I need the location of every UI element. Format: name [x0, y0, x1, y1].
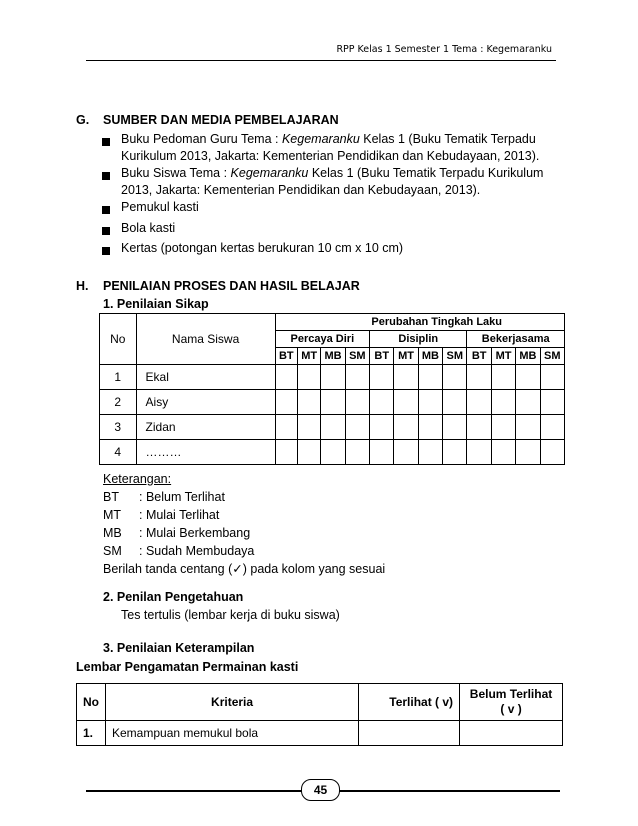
check-cell[interactable] — [443, 415, 467, 440]
group-disiplin: Disiplin — [370, 331, 467, 348]
check-cell[interactable] — [321, 365, 345, 390]
check-cell[interactable] — [345, 415, 369, 440]
col-name-header: Nama Siswa — [136, 314, 275, 365]
check-cell[interactable] — [370, 440, 394, 465]
legend-desc: : Mulai Berkembang — [139, 526, 251, 540]
group-bekerjasama: Bekerjasama — [467, 331, 565, 348]
code-header: MT — [297, 348, 320, 365]
attitude-table — [99, 313, 565, 465]
bullet-icon — [102, 138, 110, 146]
section-h-letter: H. — [76, 279, 89, 293]
table-row — [100, 415, 565, 440]
code-header: BT — [275, 348, 297, 365]
check-cell[interactable] — [491, 440, 515, 465]
pengetahuan-text: Tes tertulis (lembar kerja di buku siswa) — [121, 608, 340, 622]
sub-heading-keterampilan: 3. Penilaian Keterampilan — [103, 641, 255, 655]
row-no: 3 — [100, 415, 137, 440]
legend-code: BT — [103, 490, 119, 504]
check-cell[interactable] — [297, 365, 320, 390]
row-no: 2 — [100, 390, 137, 415]
footer-rule-left — [86, 790, 302, 792]
table-row — [100, 365, 565, 390]
check-cell[interactable] — [321, 440, 345, 465]
check-cell[interactable] — [540, 415, 564, 440]
keterangan-title: Keterangan: — [103, 472, 172, 486]
row-no: 1. — [77, 721, 106, 746]
check-cell[interactable] — [516, 390, 540, 415]
code-header: MT — [394, 348, 418, 365]
col-belum-header: Belum Terlihat ( v ) — [460, 684, 563, 721]
list-item: Buku Siswa Tema : Kegemaranku Kelas 1 (Buku Tematik Terpadu Kurikulum 2013, Jakarta: Kementerian Pendidikan dan Kebudayaan, 2013). — [121, 166, 544, 197]
row-no: 1 — [100, 365, 137, 390]
bullet-icon — [102, 172, 110, 180]
footer-rule-right — [337, 790, 560, 792]
student-name: Ekal — [136, 365, 275, 390]
instruction-text: Berilah tanda centang (✓) pada kolom yang sesuai — [103, 562, 386, 576]
code-header: MB — [418, 348, 442, 365]
check-cell[interactable] — [394, 440, 418, 465]
check-cell[interactable] — [443, 365, 467, 390]
check-cell[interactable] — [540, 440, 564, 465]
legend-item — [103, 488, 225, 506]
check-cell[interactable] — [418, 415, 442, 440]
group-percaya-diri: Percaya Diri — [275, 331, 369, 348]
student-name: Zidan — [136, 415, 275, 440]
skill-observation-table — [76, 683, 563, 746]
legend-code: SM — [103, 544, 122, 558]
lembar-title: Lembar Pengamatan Permainan kasti — [76, 660, 299, 674]
list-item: Pemukul kasti — [121, 200, 199, 214]
check-cell[interactable] — [394, 365, 418, 390]
legend-item — [103, 524, 250, 542]
criteria-text: Kemampuan memukul bola — [106, 721, 359, 746]
check-cell[interactable] — [345, 390, 369, 415]
sub-heading-pengetahuan: 2. Penilan Pengetahuan — [103, 590, 244, 604]
check-cell[interactable] — [467, 390, 491, 415]
check-cell[interactable] — [275, 440, 297, 465]
header-rule — [86, 60, 556, 61]
check-cell[interactable] — [467, 415, 491, 440]
bullet-icon — [102, 227, 110, 235]
running-header: RPP Kelas 1 Semester 1 Tema : Kegemaranku — [336, 44, 552, 55]
col-no-header: No — [100, 314, 137, 365]
section-g-title: SUMBER DAN MEDIA PEMBELAJARAN — [103, 113, 339, 127]
code-header: SM — [443, 348, 467, 365]
section-h-title: PENILAIAN PROSES DAN HASIL BELAJAR — [103, 279, 360, 293]
bullet-icon — [102, 247, 110, 255]
check-cell[interactable] — [540, 390, 564, 415]
check-cell[interactable] — [275, 390, 297, 415]
check-cell[interactable] — [443, 440, 467, 465]
check-cell[interactable] — [516, 415, 540, 440]
list-item: Bola kasti — [121, 221, 176, 235]
check-cell[interactable] — [370, 390, 394, 415]
code-header: MT — [491, 348, 515, 365]
check-cell[interactable] — [491, 365, 515, 390]
check-cell[interactable] — [345, 365, 369, 390]
check-cell[interactable] — [418, 440, 442, 465]
table-row — [100, 390, 565, 415]
legend-item — [103, 506, 219, 524]
check-cell[interactable] — [418, 365, 442, 390]
check-cell[interactable] — [491, 415, 515, 440]
check-cell[interactable] — [297, 390, 320, 415]
check-cell[interactable] — [394, 390, 418, 415]
page-number: 45 — [301, 779, 340, 801]
check-cell[interactable] — [370, 365, 394, 390]
check-cell[interactable] — [443, 390, 467, 415]
table-row — [100, 440, 565, 465]
legend-code: MT — [103, 508, 122, 522]
check-cell[interactable] — [345, 440, 369, 465]
code-header: SM — [540, 348, 564, 365]
col-kriteria-header: Kriteria — [106, 684, 359, 721]
check-cell[interactable] — [370, 415, 394, 440]
code-header: MB — [321, 348, 345, 365]
section-g-letter: G. — [76, 113, 90, 127]
check-cell[interactable] — [359, 721, 460, 746]
check-cell[interactable] — [275, 415, 297, 440]
legend-desc: : Mulai Terlihat — [139, 508, 220, 522]
col-terlihat-header: Terlihat ( v) — [359, 684, 460, 721]
check-cell[interactable] — [467, 440, 491, 465]
check-cell[interactable] — [467, 365, 491, 390]
check-cell[interactable] — [321, 390, 345, 415]
sub-heading-sikap: 1. Penilaian Sikap — [103, 297, 209, 311]
code-header: BT — [467, 348, 491, 365]
student-name: Aisy — [136, 390, 275, 415]
code-header: MB — [516, 348, 540, 365]
code-header: BT — [370, 348, 394, 365]
list-item: Buku Pedoman Guru Tema : Kegemaranku Kelas 1 (Buku Tematik Terpadu Kurikulum 2013, Jakarta: Kementerian Pendidikan dan Kebudayaan, 2013). — [121, 132, 540, 163]
list-item: Kertas (potongan kertas berukuran 10 cm x 10 cm) — [121, 241, 404, 255]
check-cell[interactable] — [297, 440, 320, 465]
check-cell[interactable] — [516, 365, 540, 390]
check-cell[interactable] — [321, 415, 345, 440]
check-cell[interactable] — [418, 390, 442, 415]
table-row — [77, 721, 563, 746]
check-cell[interactable] — [491, 390, 515, 415]
row-no: 4 — [100, 440, 137, 465]
check-cell[interactable] — [275, 365, 297, 390]
legend-item — [103, 542, 254, 560]
col-no-header: No — [77, 684, 106, 721]
legend-desc: : Belum Terlihat — [139, 490, 225, 504]
code-header: SM — [345, 348, 369, 365]
check-cell[interactable] — [394, 415, 418, 440]
check-cell[interactable] — [460, 721, 563, 746]
student-name: ……… — [136, 440, 275, 465]
check-cell[interactable] — [540, 365, 564, 390]
bullet-icon — [102, 206, 110, 214]
behavior-group-header: Perubahan Tingkah Laku — [275, 314, 564, 331]
legend-desc: : Sudah Membudaya — [139, 544, 255, 558]
legend-code: MB — [103, 526, 122, 540]
check-cell[interactable] — [297, 415, 320, 440]
check-cell[interactable] — [516, 440, 540, 465]
